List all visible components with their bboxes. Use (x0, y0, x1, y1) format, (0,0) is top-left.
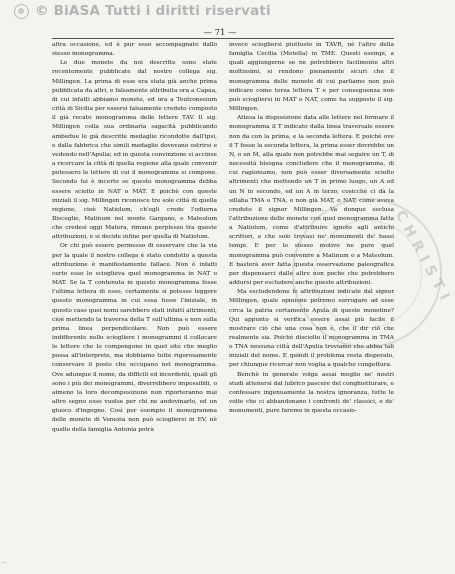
paragraph: invece sciogliersi piuttosto in TAVR, nè l'altro della famiglia Cecilia (Metella) in TME. Questi esempi, a quali aggiungerne se ne potrebbero facilmente altri moltissimi, si rendono pienamente sicuri che il monogramma delle monete di cui parliamo non può indicare come terza lettera T e per conseguenza non può sciogliersi in MAT o NAT, come ha supposto il sig. Millingen. (229, 42, 394, 113)
paragraph: Le due monete da noi descritte sono state recentemente pubblicate dal nostro collega sig. Millingen. La prima di esse era stata già anche prima pubblicata da altri, e falsamente attribuita ora a Capua, di cui infatti abbiamo monete, ed ora a Teutronesium città di Sicilia per essersi falsamente creduto composto il già recato monogramma delle lettere TAV. Il sig. Millingen colla sua ordinaria sagacità pubblicando ambedue le già descritte medaglie ricondotte dall'ipsi, e dalla fabbrica che simili medaglie dovevano ostrirsi e vedendo nell'Apulia; ed in questa convinzione si accinse a ricercare la città di quella regione alla quale convenir potessero le lettere di cui il monogramma si compone. Secondo lui è incerto se questo monogramma debba essere sciolto in NAT o MAT. E poichè con queste iniziali il sig. Millingen riconosce tre sole città di quella regione, cioè Natiolum, ch'egli crede l'odierna Bisceglie, Matinum nel monte Gargano, e Mateolum che credesi oggi Matera, rimane perplesso tra queste attribuzioni, e si decide infine per quella di Natiolum. (52, 60, 217, 241)
paragraph: Attesa la disposizione data alle lettere nel formare il monogramma il T indicato dalla linea traversale essere non da con la prima, e la seconda lettera. E poichè ove il T fosse la seconda lettera, la prima esser dovrebbe un N, o un M, alla quale non potrebbe mai seguire un T, di necessità bisogna concludere che il monogramma, di cui ragioniamo, non può esser diversamente sciolto altrimenti che mettendo un T in primo luogo, un A ed un N in secondo, ed un A in terzo, cosicchè ci dà la sillaba TMA o TNA, e non già MAT, o NAT, come aveva creduto il signor Millingen. Va dunque esclusa l'attribuzione delle monete con quel monogramma fatta a Natiolum, come d'attribuire ignoto agli antichi scrittori, e che solo trovasi ne' monumenti de' bassi tempi. E per lo stesso motivo ne pure quel monogramma può convenire a Matinum o a Mateolum. E basterà aver fatta questa osservazione paleografica per dispensarci dalle altre non poche che potrebbero addursi per escludere anche queste attribuzioni. (229, 115, 394, 287)
text-column-left (52, 41, 217, 435)
paragraph: Benchè in generale volga assai meglio ne' nostri studi attenersi dal lubrico pascere del conghietturare, e confessare ingenuamente la nostra ignoranza, tutte le volte che ci abbandonano i confronti de' classici, e de' monumenti, pure faremo in questa occasio- (229, 371, 394, 415)
watermark-bar (0, 0, 440, 22)
edge-mark: — (2, 560, 7, 566)
header-rule (52, 38, 394, 39)
page-number: — 71 — (203, 28, 237, 38)
library-seal-icon (14, 4, 29, 19)
stamp-text: CHRISTI (391, 208, 455, 309)
paragraph: altra occasione, ed è pur esso accompagnato dallo stesso monogramma. (52, 42, 217, 58)
paragraph: Or chi può essere permesso di osservare che la via per la quale il nostro collega è stato condotto a questa attribuzione è manifestamente fallace. Non è infatti certo esso lo scioglieva quel monogramma in NAT o MAT. Se la T contenuta in questo monogramma fosse l'ultima lettera di esso, certamente si potesse leggere questo monogramma in cui essa fosse l'iniziale, in questo caso quei nomi sarebbero stati infatti altrimenti, cioè mettendo la traversa della T sull'ultima e non sulla prima linea perpendicolare. Non può essere indifferente nello sciogliere i monogrammi il collocare le lettere che lo compongono in quel sito che meglio possa all'interprete, ma dobbiamo tutte rigorosamente conservare il posto che occupano nel monogramma. Ove adunque il nome, da difficili ed incerdenti, quali gli sono i più dei monogrammi, diverrebbero impossibili, o almeno la loro decomposizione non riporteranno mai altro segno esso vuolse per chi ne andovinarlo, ed un giuoco d'ingegno. Così per esempio il monogramma delle monete di Venezia non può sciogliersi in EV, nè quello della famiglia Antonia potrà (52, 243, 217, 433)
watermark-text: © BiASA Tutti i diritti riservati (35, 3, 271, 19)
text-column-right (229, 41, 394, 416)
paragraph: Ma escludendone le attribuzioni indicate dal signor Millingen, quale opinione potremo surrogare ad esse circa la patria certamente Apula di queste monetine? Qui appunto si verifica essere assai più facile il mostrare ciò che una cosa non è, che il dir ciò che realmente sia. Poichè disciolto il monogramma in TMA o TNA nessuna città dell'Apulia troviamo che abbia tali iniziali del nome. E quindi il problema resta disperato, per chiunque ricercar non voglia a qualche congettura. (229, 289, 394, 369)
